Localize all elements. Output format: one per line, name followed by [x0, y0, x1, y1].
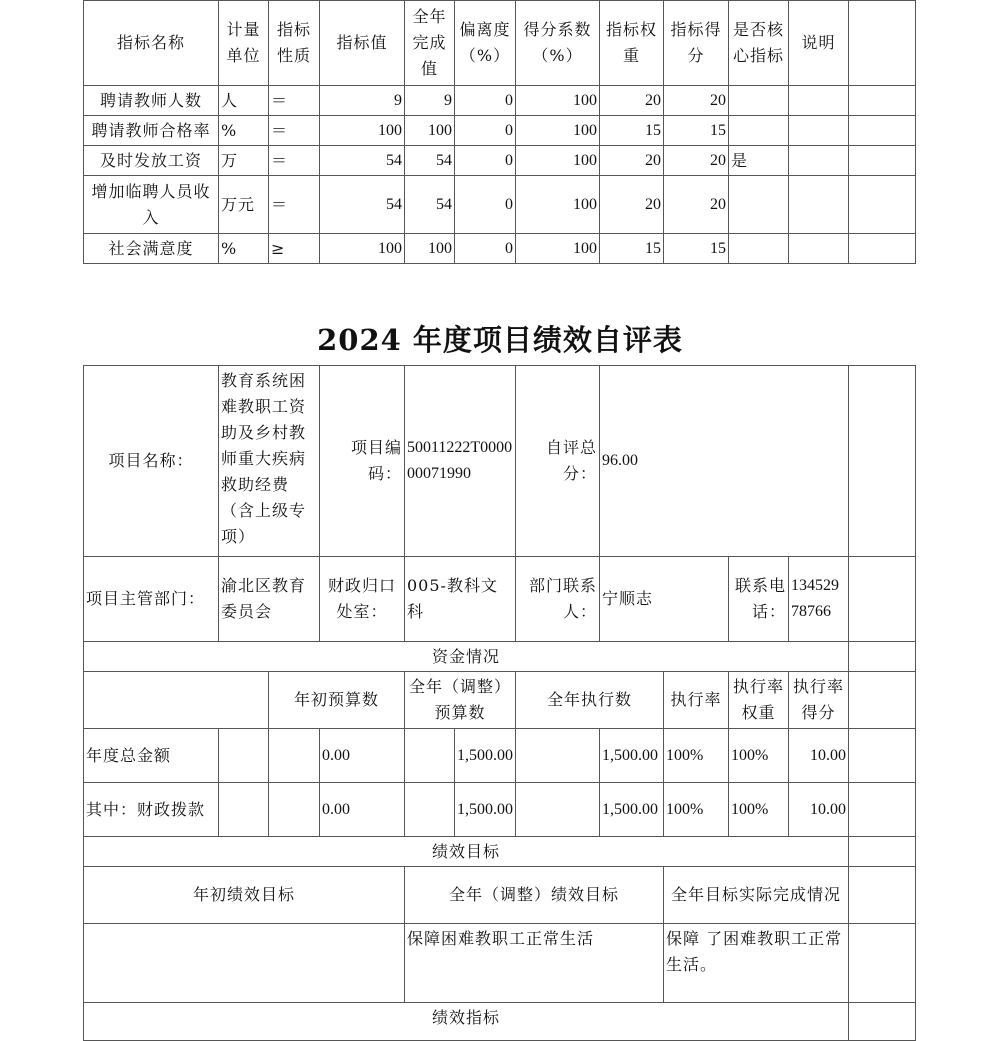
funds-cell — [83, 782, 219, 837]
indicator-header-cell — [728, 0, 789, 86]
goals-header-cell-text: 年初绩效目标 — [192, 885, 295, 904]
goals-header-cell-text: 全年目标实际完成情况 — [670, 885, 841, 904]
funds-cell-text: 0.00 — [322, 800, 350, 818]
indicator-header-cell-text: 指标值 — [336, 33, 388, 52]
funds-cell-text: 1,500.00 — [457, 746, 513, 764]
indicator-cell-text: 20 — [645, 91, 661, 109]
goal-initial — [83, 923, 405, 1003]
indicator-cell-text: 100 — [573, 151, 597, 169]
funds-cell — [218, 782, 269, 837]
blank-cell — [848, 923, 916, 1003]
indicator-cell — [599, 115, 664, 146]
funds-header-blank — [83, 671, 269, 729]
blank-cell — [848, 866, 916, 924]
funds-section-label — [83, 641, 849, 672]
indicator-cell-text: ＝ — [271, 120, 289, 140]
funds-cell-text: 100% — [731, 800, 769, 818]
indicator-cell-text: 20 — [710, 91, 726, 109]
dept-label-text: 项目主管部门： — [86, 589, 206, 608]
funds-cell — [83, 728, 219, 783]
indicator-cell — [454, 85, 516, 116]
indicator-cell-text: ＝ — [271, 150, 289, 170]
funds-header-cell-text: 执行率得分 — [792, 677, 844, 722]
indicator-cell-text: 100 — [378, 239, 402, 257]
indicator-cell — [268, 85, 320, 116]
indicator-header-cell — [788, 0, 849, 86]
funds-cell — [268, 728, 320, 783]
contact-label-text: 部门联系人： — [528, 576, 597, 621]
indicator-cell-text: 100 — [573, 91, 597, 109]
phone-label — [728, 556, 789, 642]
indicator-cell-text: 15 — [645, 121, 661, 139]
funds-cell — [663, 782, 729, 837]
indicator-cell — [268, 145, 320, 176]
office-value-text: 005-教科文科 — [407, 576, 498, 621]
indicator-header-cell — [83, 0, 219, 86]
indicator-cell — [83, 175, 219, 234]
goals-section-label — [83, 836, 849, 867]
indicator-cell — [218, 145, 269, 176]
funds-cell — [788, 782, 849, 837]
indicator-cell — [319, 145, 405, 176]
funds-header-cell-text: 年初预算数 — [293, 690, 379, 709]
project-code-value-text: 50011222T000000071990 — [407, 439, 513, 482]
indicator-cell — [663, 115, 729, 146]
indicator-cell — [268, 233, 320, 264]
indicator-header-cell — [268, 0, 320, 86]
funds-cell — [788, 728, 849, 783]
indicator-header-cell-text: 指标得分 — [670, 20, 722, 65]
funds-cell-text: 1,500.00 — [602, 746, 658, 764]
funds-cell — [454, 728, 516, 783]
self-score-label — [515, 365, 600, 557]
funds-cell — [848, 782, 916, 837]
indicator-cell — [788, 115, 849, 146]
funds-header-cell — [663, 671, 729, 729]
goals-header-cell — [83, 866, 405, 924]
blank-cell — [848, 671, 916, 729]
funds-cell-text: 年度总金额 — [86, 745, 172, 765]
indicator-cell — [788, 85, 849, 116]
funds-cell-text: 1,500.00 — [602, 800, 658, 818]
indicator-header-cell — [319, 0, 405, 86]
indicator-cell — [404, 233, 455, 264]
indicator-cell-text: % — [221, 120, 238, 140]
indicator-cell — [404, 85, 455, 116]
funds-cell — [454, 782, 516, 837]
indicator-cell-text: 是 — [731, 150, 749, 170]
indicator-cell-text: 100 — [428, 239, 452, 257]
funds-cell — [404, 782, 455, 837]
indicator-cell-text: ≥ — [271, 238, 286, 258]
indicator-cell-text: % — [221, 238, 238, 258]
project-code-label-text: 项目编码： — [350, 438, 402, 483]
indicator-header-cell — [599, 0, 664, 86]
indicator-cell-text: 0 — [505, 239, 513, 257]
funds-cell-text: 10.00 — [810, 800, 846, 818]
funds-cell — [599, 782, 664, 837]
indicator-cell — [788, 175, 849, 234]
goals-header-cell-text: 全年（调整）绩效目标 — [448, 885, 619, 904]
indicator-cell — [83, 145, 219, 176]
funds-cell-text: 1,500.00 — [457, 800, 513, 818]
goal-actual — [663, 923, 849, 1003]
indicator-header-cell-text: 说明 — [801, 33, 836, 52]
blank-cell — [848, 365, 916, 557]
funds-cell — [663, 728, 729, 783]
indicator-header-cell-text: 得分系数（%） — [523, 20, 592, 65]
indicator-cell — [599, 85, 664, 116]
indicator-cell-text: 聘请教师人数 — [99, 90, 202, 110]
indicator-cell — [728, 233, 789, 264]
funds-cell-text: 10.00 — [810, 746, 846, 764]
project-code-label — [319, 365, 405, 557]
indicator-cell-text: 15 — [710, 121, 726, 139]
dept-value — [218, 556, 320, 642]
indicator-cell-text: ＝ — [271, 90, 289, 110]
indicator-cell — [788, 145, 849, 176]
indicator-cell — [728, 115, 789, 146]
indicator-cell — [728, 145, 789, 176]
indicator-cell — [848, 233, 916, 264]
funds-header-cell-text: 执行率 — [670, 690, 722, 709]
indicator-cell — [515, 175, 600, 234]
contact-value-text: 宁顺志 — [602, 589, 654, 608]
project-name-value — [218, 365, 320, 557]
indicator-cell-text: ＝ — [271, 194, 289, 214]
page-title: 2024 年度项目绩效自评表 — [317, 323, 683, 357]
blank-cell — [848, 1002, 916, 1041]
dept-value-text: 渝北区教育委员会 — [221, 576, 307, 621]
indicator-header-cell — [404, 0, 455, 86]
project-name-value-text: 教育系统困难教职工资助及乡村教师重大疾病救助经费（含上级专项） — [221, 371, 307, 546]
indicator-cell — [319, 85, 405, 116]
funds-cell — [319, 728, 405, 783]
indicator-cell — [404, 175, 455, 234]
indicator-cell-text: 54 — [386, 151, 402, 169]
funds-cell-text: 其中：财政拨款 — [86, 799, 206, 819]
indicator-cell-text: 20 — [710, 151, 726, 169]
indicator-cell-text: 增加临聘人员收入 — [91, 181, 211, 227]
indicator-cell-text: 9 — [394, 91, 402, 109]
indicator-cell — [848, 175, 916, 234]
funds-cell — [848, 728, 916, 783]
indicator-cell — [83, 115, 219, 146]
indicator-cell-text: 人 — [221, 90, 239, 110]
self-score-value — [599, 365, 849, 557]
indicator-cell — [404, 115, 455, 146]
funds-cell — [599, 728, 664, 783]
indicator-cell — [848, 145, 916, 176]
indicator-cell — [218, 175, 269, 234]
goals-section-label-text: 绩效目标 — [431, 841, 500, 861]
indicator-cell-text: 100 — [428, 121, 452, 139]
funds-cell — [728, 728, 789, 783]
indicator-header-cell — [515, 0, 600, 86]
indicator-cell — [663, 175, 729, 234]
indicator-cell — [268, 175, 320, 234]
indicator-header-cell-text: 计量单位 — [226, 20, 261, 65]
funds-cell-text: 100% — [666, 800, 704, 818]
funds-cell — [319, 782, 405, 837]
funds-header-cell — [788, 671, 849, 729]
office-label-text: 财政归口处室： — [327, 576, 396, 621]
indicator-cell-text: 100 — [378, 121, 402, 139]
indicator-cell — [788, 233, 849, 264]
funds-cell — [728, 782, 789, 837]
indicator-cell — [599, 145, 664, 176]
indicator-cell-text: 0 — [505, 91, 513, 109]
indicator-header-cell-text: 指标名称 — [116, 33, 185, 52]
phone-value-text: 13452978766 — [791, 577, 839, 620]
indicator-header-cell-text: 是否核心指标 — [732, 20, 784, 65]
self-score-value-text: 96.00 — [602, 452, 638, 469]
indicator-cell — [319, 115, 405, 146]
indicator-cell — [319, 175, 405, 234]
indicator-cell — [728, 85, 789, 116]
indicator-cell-text: 万元 — [221, 194, 256, 214]
indicator-header-cell-text: 全年完成值 — [412, 7, 447, 78]
indicator-cell — [83, 233, 219, 264]
goal-actual-text: 保障 了困难教职工正常生活。 — [666, 929, 843, 974]
funds-header-cell — [728, 671, 789, 729]
indicator-header-cell — [218, 0, 269, 86]
indicator-cell-text: 20 — [645, 151, 661, 169]
funds-cell — [404, 728, 455, 783]
indicator-cell-text: 万 — [221, 150, 239, 170]
funds-cell-text: 100% — [731, 746, 769, 764]
indicator-cell — [83, 85, 219, 116]
goals-header-cell — [663, 866, 849, 924]
funds-cell — [218, 728, 269, 783]
self-score-label-text: 自评总分： — [545, 438, 597, 483]
indicator-cell-text: 20 — [645, 195, 661, 213]
indicator-cell-text: 100 — [573, 121, 597, 139]
indicator-cell — [599, 175, 664, 234]
indicator-cell — [454, 233, 516, 264]
goals-header-cell — [404, 866, 664, 924]
indicator-cell-text: 0 — [505, 121, 513, 139]
indicator-cell — [454, 145, 516, 176]
indicator-header-cell-text: 偏离度（%） — [459, 20, 511, 65]
indicator-cell — [599, 233, 664, 264]
indicator-cell-text: 15 — [645, 239, 661, 257]
funds-header-cell — [515, 671, 664, 729]
indicator-cell-text: 100 — [573, 195, 597, 213]
indicator-cell — [515, 233, 600, 264]
indicators-section-label — [83, 1002, 849, 1041]
funds-cell-text: 0.00 — [322, 746, 350, 764]
funds-header-cell — [404, 671, 516, 729]
indicator-cell — [515, 115, 600, 146]
indicator-cell — [319, 233, 405, 264]
project-code-value — [404, 365, 516, 557]
indicator-cell — [454, 115, 516, 146]
indicators-section-label-text: 绩效指标 — [431, 1008, 500, 1027]
phone-value — [788, 556, 849, 642]
indicator-cell-text: 20 — [710, 195, 726, 213]
funds-cell — [268, 782, 320, 837]
goal-adjusted-text: 保障困难教职工正常生活 — [407, 929, 595, 948]
goal-initial-text — [86, 924, 402, 926]
indicator-cell — [515, 145, 600, 176]
blank-cell — [848, 556, 916, 642]
indicator-header-cell-text: 指标性质 — [276, 20, 311, 65]
indicator-cell-text: 0 — [505, 195, 513, 213]
indicator-cell — [218, 115, 269, 146]
indicator-cell — [663, 85, 729, 116]
indicator-header-cell — [663, 0, 729, 86]
funds-section-label-text: 资金情况 — [431, 646, 500, 666]
indicator-cell — [218, 233, 269, 264]
phone-label-text: 联系电话： — [734, 576, 786, 621]
project-name-label-text: 项目名称： — [108, 451, 194, 470]
indicator-cell-text: 54 — [436, 151, 452, 169]
funds-header-cell-text: 全年（调整）预算数 — [408, 677, 511, 722]
indicator-cell — [218, 85, 269, 116]
indicator-cell — [404, 145, 455, 176]
indicator-cell — [268, 115, 320, 146]
indicator-cell-text: 聘请教师合格率 — [91, 120, 211, 140]
indicator-cell — [728, 175, 789, 234]
blank-cell — [848, 641, 916, 672]
funds-header-cell — [268, 671, 405, 729]
indicator-header-cell-text: 指标权重 — [605, 20, 657, 65]
indicator-cell — [663, 233, 729, 264]
goal-adjusted — [404, 923, 664, 1003]
indicator-cell-text: 社会满意度 — [108, 238, 194, 258]
funds-cell — [515, 728, 600, 783]
indicator-cell-text: 54 — [386, 195, 402, 213]
indicator-cell — [515, 85, 600, 116]
funds-cell — [515, 782, 600, 837]
dept-label — [83, 556, 219, 642]
indicator-header-cell — [848, 0, 916, 86]
indicator-cell — [454, 175, 516, 234]
project-name-label — [83, 365, 219, 557]
office-label — [319, 556, 405, 642]
funds-header-cell-text: 执行率权重 — [732, 677, 784, 722]
office-value — [404, 556, 516, 642]
indicator-cell-text: 及时发放工资 — [99, 150, 202, 170]
blank-cell — [848, 836, 916, 867]
contact-value — [599, 556, 729, 642]
indicator-cell-text: 0 — [505, 151, 513, 169]
contact-label — [515, 556, 600, 642]
indicator-cell — [848, 115, 916, 146]
indicator-cell-text: 54 — [436, 195, 452, 213]
indicator-cell-text: 9 — [444, 91, 452, 109]
indicator-cell-text: 15 — [710, 239, 726, 257]
funds-cell-text: 100% — [666, 746, 704, 764]
indicator-header-cell — [454, 0, 516, 86]
indicator-cell — [663, 145, 729, 176]
indicator-cell — [848, 85, 916, 116]
indicator-cell-text: 100 — [573, 239, 597, 257]
funds-header-cell-text: 全年执行数 — [546, 690, 632, 709]
